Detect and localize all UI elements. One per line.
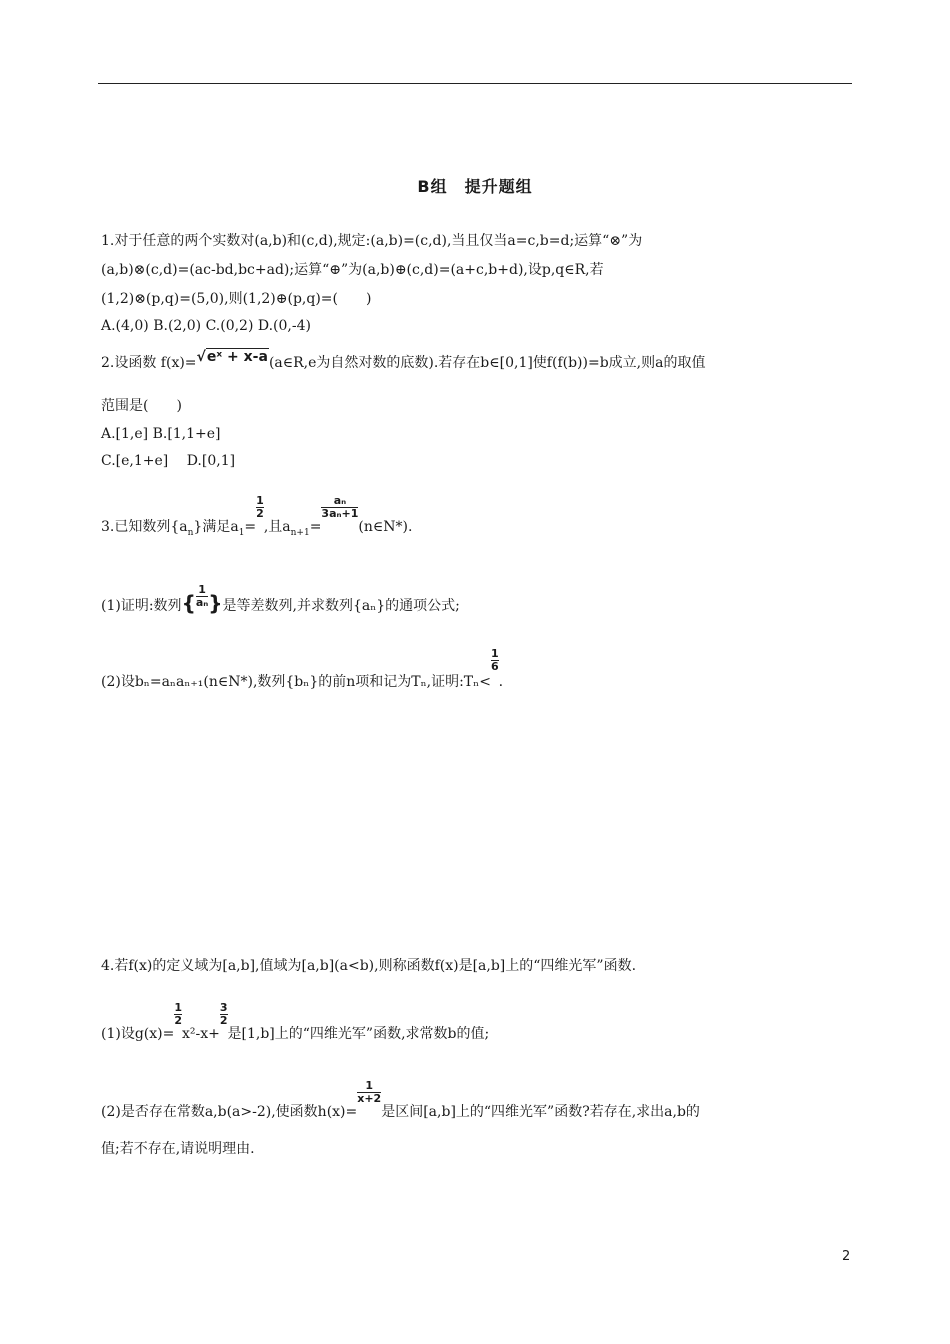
q4-line-1: 4.若f(x)的定义域为[a,b],值域为[a,b](a<b),则称函数f(x)是[a,b]上的“四维光军”函数. xyxy=(101,958,637,974)
q3-part-1 xyxy=(101,583,460,616)
q1-line-1: 1.对于任意的两个实数对(a,b)和(c,d),规定:(a,b)=(c,d),当且仅当a=c,b=d;运算“⊗”为 xyxy=(101,233,643,249)
q2-post: (a∈R,e为自然对数的底数).若存在b∈[0,1]使f(f(b))=b成立,则a的取值 xyxy=(268,355,706,371)
q3-p2-end: . xyxy=(498,674,504,690)
q4-p1-frac-2-num: 3 xyxy=(219,1001,228,1014)
q2-line-1 xyxy=(101,349,706,373)
q4-p2-post: 是区间[a,b]上的“四维光军”函数?若存在,求出a,b的 xyxy=(381,1104,700,1120)
q3-p2-frac-num: 1 xyxy=(490,647,499,660)
q2-options-cd: C.[e,1+e] D.[0,1] xyxy=(101,453,236,469)
q3-pre: 3.已知数列{a xyxy=(101,519,188,535)
q4-p2-frac xyxy=(357,1080,381,1105)
q3-post: (n∈N*). xyxy=(358,519,413,535)
q2-line-2: 范围是( ) xyxy=(101,398,182,414)
q3-p1-frac-num: 1 xyxy=(198,583,206,596)
q3-brace-close: } xyxy=(208,591,223,615)
q3-eq-2: = xyxy=(309,519,322,535)
q3-p2-frac xyxy=(491,648,499,673)
q3-frac-a1 xyxy=(256,495,264,520)
q3-frac-recurrence xyxy=(321,495,358,520)
q3-p1-frac-den: aₙ xyxy=(195,596,209,609)
q4-part-2 xyxy=(101,1079,700,1122)
q3-brace-open: { xyxy=(181,591,196,615)
q4-p1-frac-1-num: 1 xyxy=(174,1001,182,1014)
q3-p1-frac xyxy=(196,584,208,609)
q3-frac-rec-num: aₙ xyxy=(333,494,347,507)
q4-p1-post: 是[1,b]上的“四维光军”函数,求常数b的值; xyxy=(227,1026,490,1042)
q3-sub-1: 1 xyxy=(238,527,245,538)
q3-eq-1: = xyxy=(244,519,257,535)
q3-sub-n1: n+1 xyxy=(290,527,310,538)
q4-p1-frac-1 xyxy=(174,1002,182,1027)
q3-p1-post: 是等差数列,并求数列{aₙ}的通项公式; xyxy=(222,598,460,614)
q2-radicand: eˣ + x-a xyxy=(206,349,268,365)
q3-line-1 xyxy=(101,494,413,538)
q4-part-2-line-2: 值;若不存在,请说明理由. xyxy=(101,1141,255,1157)
q2-options-ab: A.[1,e] B.[1,1+e] xyxy=(101,426,221,442)
q3-mid1: }满足a xyxy=(193,519,239,535)
q3-part-2 xyxy=(101,647,504,692)
q4-p1-mid: x²-x+ xyxy=(182,1026,220,1042)
section-title: B组 提升题组 xyxy=(417,177,533,196)
page-number: 2 xyxy=(842,1249,851,1264)
q4-part-1 xyxy=(101,1001,490,1044)
q3-p2-frac-den: 6 xyxy=(490,660,499,673)
q1-line-3: (1,2)⊗(p,q)=(5,0),则(1,2)⊕(p,q)=( ) xyxy=(101,291,372,307)
q4-p2-frac-den: x+2 xyxy=(357,1092,382,1105)
q4-p1-frac-2-den: 2 xyxy=(219,1014,228,1027)
q3-sub-n: n xyxy=(187,527,194,538)
q3-p1-pre: (1)证明:数列 xyxy=(101,598,182,614)
q2-pre: 2.设函数 f(x)= xyxy=(101,355,197,371)
q1-line-2: (a,b)⊗(c,d)=(ac-bd,bc+ad);运算“⊕”为(a,b)⊕(c,d)=(a+c,b+d),设p,q∈R,若 xyxy=(101,262,604,278)
q4-p2-pre: (2)是否存在常数a,b(a>-2),使函数h(x)= xyxy=(101,1104,358,1120)
q1-options: A.(4,0) B.(2,0) C.(0,2) D.(0,-4) xyxy=(101,318,311,334)
q4-p1-pre: (1)设g(x)= xyxy=(101,1026,175,1042)
header-rule xyxy=(98,83,852,84)
q4-p1-frac-2 xyxy=(220,1002,228,1027)
q2-sqrt: √eˣ + x-a xyxy=(196,349,268,365)
q3-frac-rec-den: 3aₙ+1 xyxy=(321,507,359,520)
q3-mid2: ,且a xyxy=(263,519,291,535)
q4-p1-frac-1-den: 2 xyxy=(174,1014,182,1027)
q4-p2-frac-num: 1 xyxy=(365,1079,374,1092)
q3-p2-text: (2)设bₙ=aₙaₙ₊₁(n∈N*),数列{bₙ}的前n项和记为Tₙ,证明:Tₙ< xyxy=(101,674,491,690)
q3-frac-a1-den: 2 xyxy=(256,507,264,520)
q3-frac-a1-num: 1 xyxy=(256,494,264,507)
